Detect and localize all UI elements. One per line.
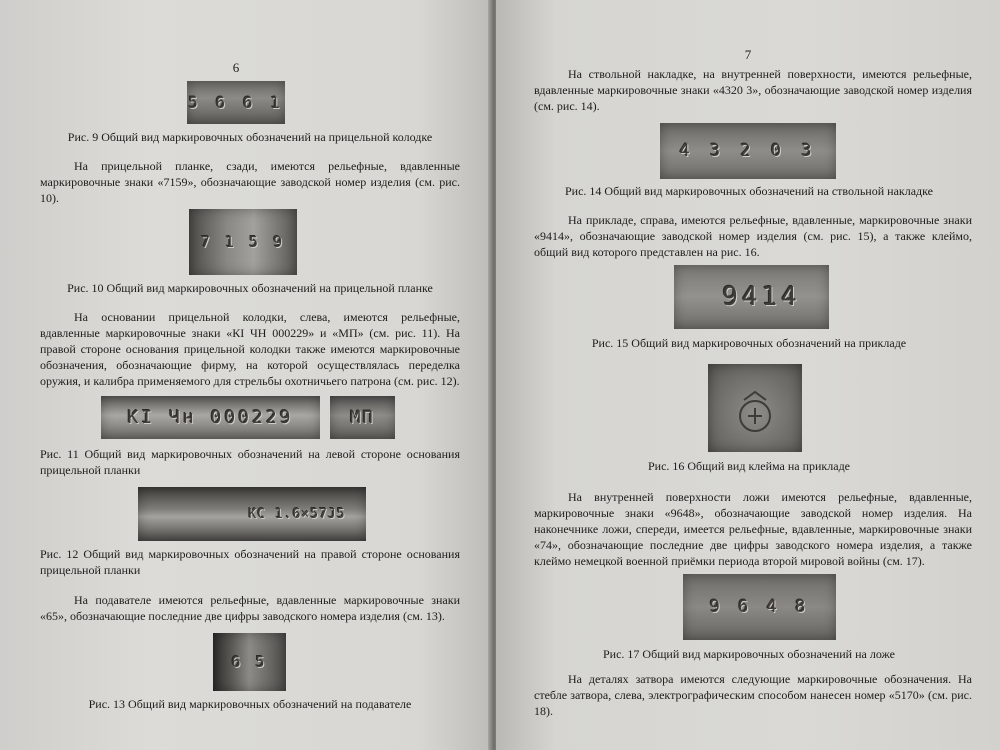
stamp-emblem-icon <box>708 364 802 452</box>
figure-11-photo-b: МП <box>330 396 395 439</box>
figure-13-caption: Рис. 13 Общий вид маркировочных обозначений на подавателе <box>88 697 412 711</box>
figure-17-photo: 9 6 4 8 <box>683 574 836 640</box>
paragraph: На прикладе, справа, имеются рельефные, вдавленные, маркировочные знаки «9414», обозначающие заводской номер изделия (см. рис. 15), а также клеймо, общий вид которого представлен на рис. 16. <box>534 213 972 259</box>
paragraph: На подавателе имеются рельефные, вдавленные маркировочные знаки «65», обозначающие последние две цифры заводского номера изделия (см. 13). <box>40 593 460 623</box>
figure-15-photo: 9414 <box>674 265 829 329</box>
figure-9-photo: 5 6 6 1 <box>187 81 285 124</box>
paragraph: На ствольной накладке, на внутренней поверхности, имеются рельефные, вдавленные маркировочные знаки «4320 3», обозначающие заводской номер изделия (см. рис. 14). <box>534 67 972 113</box>
figure-11-photo-a: KI Чн 000229 <box>101 396 320 439</box>
figure-12-caption: Рис. 12 Общий вид маркировочных обозначений на правой стороне основания прицельной планки <box>40 547 460 577</box>
figure-16-photo <box>708 364 802 452</box>
paragraph: На деталях затвора имеются следующие маркировочные обозначения. На стебле затвора, слева, электрографическим способом нанесен номер «5170» (см. рис. 18). <box>534 672 972 718</box>
figure-9-caption: Рис. 9 Общий вид маркировочных обозначений на прицельной колодке <box>67 130 433 144</box>
left-page <box>0 0 492 750</box>
figure-14-caption: Рис. 14 Общий вид маркировочных обозначений на ствольной накладке <box>565 184 933 198</box>
paragraph: На прицельной планке, сзади, имеются рельефные, вдавленные маркировочные знаки «7159», обозначающие заводской номер изделия (см. рис. 10). <box>40 159 460 205</box>
figure-10-caption: Рис. 10 Общий вид маркировочных обозначений на прицельной планке <box>67 281 433 295</box>
paragraph: На внутренней поверхности ложи имеются рельефные, вдавленные, маркировочные знаки «9648», обозначающие заводской номер изделия. На наконечнике ложи, спереди, имеется рельефные, вдавленные, маркировочные знаки «74», обозначающие последние две цифры заводского номера изделия, а также клеймо немецкой военной приёмки периода второй мировой войны (см. 17). <box>534 490 972 568</box>
figure-17-caption: Рис. 17 Общий вид маркировочных обозначений на ложе <box>603 647 895 661</box>
figure-16-caption: Рис. 16 Общий вид клейма на прикладе <box>647 459 851 473</box>
figure-14-photo: 4 3 2 0 3 <box>660 123 836 179</box>
paragraph: На основании прицельной колодки, слева, имеются рельефные, вдавленные маркировочные знаки «КI ЧН 000229» и «МП» (см. рис. 11). На правой стороне основания прицельной колодки также имеются маркировочные обозначения, обозначающие фирму, на которой осуществлялась переделка оружия, и калибра применяемого для стрельбы охотничьего патрона (см. рис. 12). <box>40 310 460 388</box>
figure-10-photo: 7 1 5 9 <box>189 209 297 275</box>
figure-12-photo: KC 1.6×57J5 <box>138 487 366 541</box>
figure-15-caption: Рис. 15 Общий вид маркировочных обозначений на прикладе <box>591 336 907 350</box>
page-number: 7 <box>744 47 752 62</box>
figure-13-photo: 6 5 <box>213 633 286 691</box>
page-number: 6 <box>232 60 240 75</box>
figure-11-caption: Рис. 11 Общий вид маркировочных обозначений на левой стороне основания прицельной планки <box>40 447 460 477</box>
right-page <box>496 0 1000 750</box>
